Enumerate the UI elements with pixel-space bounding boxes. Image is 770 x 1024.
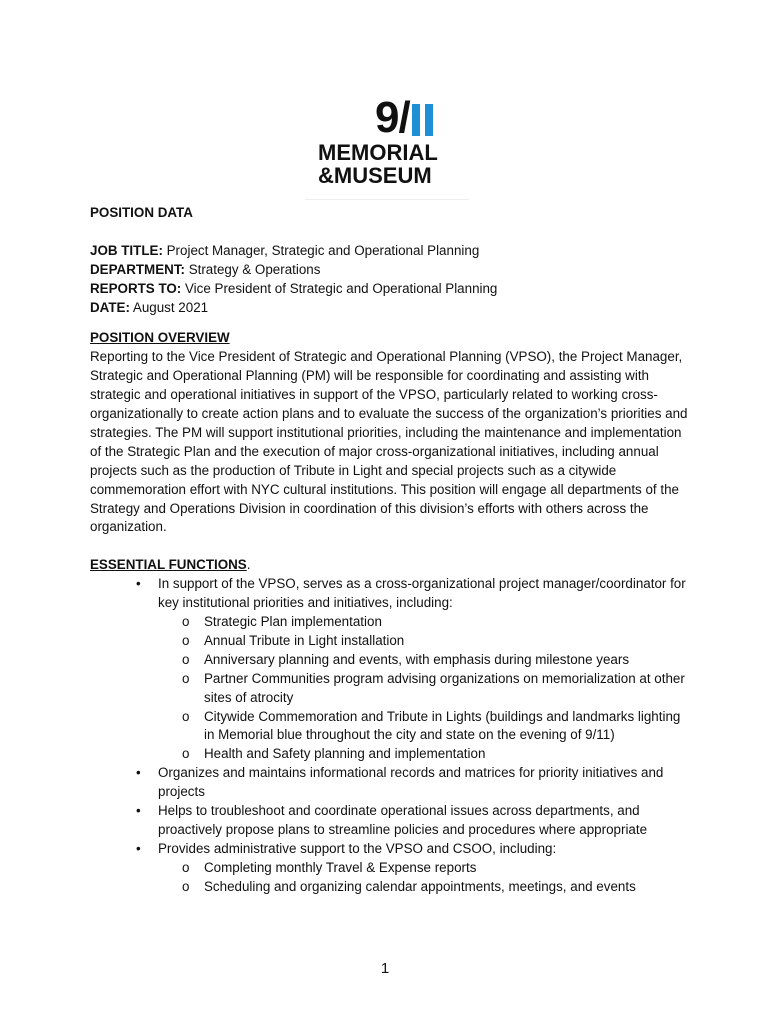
circle-bullet-icon: o [182, 746, 190, 762]
list-item-text: Organizes and maintains informational records and matrices for priority initiatives and projects [158, 765, 664, 800]
job-title-value: Project Manager, Strategic and Operational Planning [162, 242, 480, 258]
sub-list-item [182, 708, 690, 746]
sub-list-item-text: Strategic Plan implementation [204, 614, 382, 629]
sub-list-item [182, 859, 690, 878]
position-overview-heading: POSITION OVERVIEW [90, 330, 230, 346]
circle-bullet-icon: o [182, 670, 190, 686]
reports-to-label: REPORTS TO: [90, 280, 182, 296]
date-value: August 2021 [129, 299, 209, 315]
memorial-museum-logo [318, 93, 453, 188]
list-item-text: Helps to troubleshoot and coordinate operational issues across departments, and proactively propose plans to streamline policies and procedures where appropriate [158, 803, 648, 837]
essential-functions-heading-suffix: . [246, 557, 251, 573]
date-label: DATE: [90, 299, 130, 315]
department-line [90, 261, 690, 280]
sub-list-item-text: Health and Safety planning and implementation [204, 746, 486, 762]
reports-to-line [90, 280, 690, 299]
essential-functions-list [90, 575, 690, 896]
job-title-label: JOB TITLE: [90, 242, 163, 258]
logo-museum-text: &MUSEUM [318, 163, 432, 188]
circle-bullet-icon: o [182, 614, 190, 629]
logo-twin-bars-icon [412, 104, 434, 136]
list-item [136, 802, 690, 840]
reports-to-value: Vice President of Strategic and Operational Planning [181, 280, 498, 296]
essential-functions-heading: ESSENTIAL FUNCTIONS [90, 557, 247, 573]
sub-list-item [182, 632, 690, 651]
sub-list [158, 613, 690, 764]
list-item-text: In support of the VPSO, serves as a cross-organizational project manager/coordinator for key institutional priorities and initiatives, including: [158, 576, 686, 611]
position-overview-body: Reporting to the Vice President of Strategic and Operational Planning (VPSO), the Project Manager, Strategic and Operational Planning (PM) will be responsible for coordinating and assisting with strategic and operational initiatives in support of the VPSO, particularly related to working cross-organizationally to create action plans and to evaluate the success of the organization’s priorities and strategies. The PM will support institutional priorities, including the maintenance and implementation of the Strategic Plan and the execution of major cross-organizational initiatives, including annual projects such as the production of Tribute in Light and special projects such as a citywide commemoration effort with NYC cultural institutions. This position will engage all departments of the Strategy and Operations Division in coordination of this division’s efforts with others across the organization. [90, 349, 688, 535]
bullet-icon: • [136, 840, 141, 856]
sub-list-item [182, 670, 690, 708]
department-value: Strategy & Operations [184, 261, 321, 277]
sub-list-item-text: Completing monthly Travel & Expense reports [204, 859, 477, 875]
sub-list [158, 859, 690, 897]
list-item [136, 575, 690, 764]
bullet-icon: • [136, 576, 141, 592]
job-title-line [90, 242, 690, 261]
department-label: DEPARTMENT: [90, 261, 185, 277]
sub-list-item-text: Partner Communities program advising organizations on memorialization at other sites of atrocity [204, 670, 685, 705]
sub-list-item [182, 878, 690, 897]
document-body [90, 204, 690, 897]
page-number: 1 [380, 960, 390, 977]
logo-divider [305, 199, 469, 200]
sub-list-item-text: Annual Tribute in Light installation [204, 632, 405, 648]
position-data-heading: POSITION DATA [90, 205, 193, 220]
list-item-text: Provides administrative support to the VPSO and CSOO, including: [158, 840, 557, 856]
sub-list-item [182, 745, 690, 764]
list-item [136, 840, 690, 897]
sub-list-item [182, 613, 690, 632]
sub-list-item-text: Citywide Commemoration and Tribute in Lights (buildings and landmarks lighting in Memorial blue throughout the city and state on the evening of 9/11) [204, 708, 681, 743]
essential-functions-heading-line [90, 556, 690, 575]
circle-bullet-icon: o [182, 708, 190, 724]
circle-bullet-icon: o [182, 651, 190, 667]
logo-number: 9/ [375, 93, 410, 142]
date-line [90, 299, 690, 318]
circle-bullet-icon: o [182, 632, 190, 648]
sub-list-item-text: Scheduling and organizing calendar appointments, meetings, and events [204, 878, 636, 894]
bullet-icon: • [136, 803, 141, 819]
list-item [136, 764, 690, 802]
logo-911-mark [375, 93, 434, 142]
circle-bullet-icon: o [182, 859, 190, 875]
logo-memorial-text: MEMORIAL [318, 140, 438, 165]
sub-list-item [182, 651, 690, 670]
sub-list-item-text: Anniversary planning and events, with emphasis during milestone years [204, 651, 630, 667]
bullet-icon: • [136, 765, 141, 781]
circle-bullet-icon: o [182, 878, 190, 894]
